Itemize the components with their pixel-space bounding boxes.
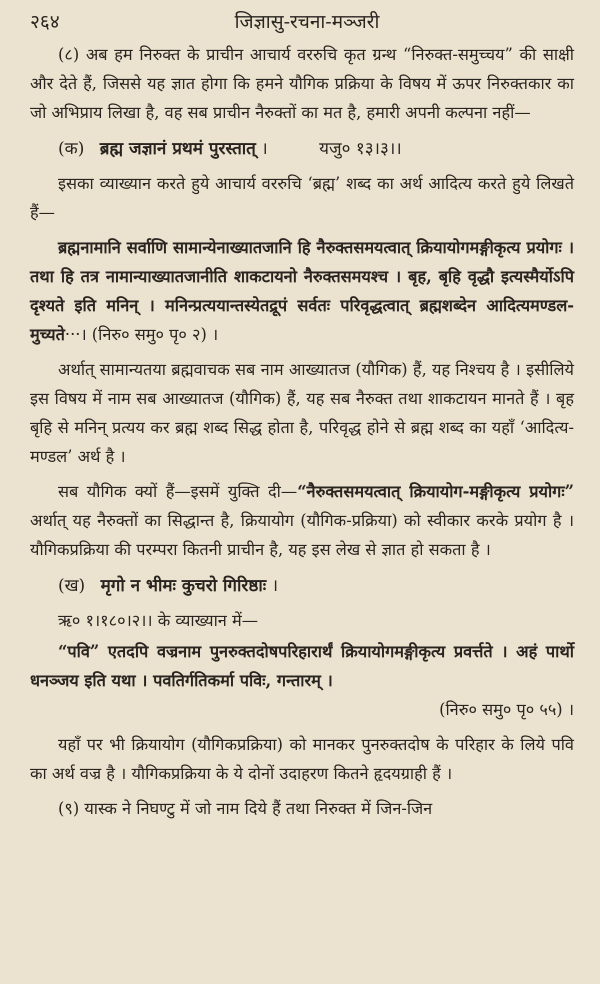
quote-kha-danda: । <box>271 576 279 596</box>
paragraph-8: (८) अब हम निरुक्त के प्राचीन आचार्य वररुचि कृत ग्रन्थ “निरुक्त-समुच्चय” की साक्षी और देते हैं, जिससे यह ज्ञात होगा कि हमने यौगिक प्रक्रिया के विषय में ऊपर निरुक्तकार का जो अभिप्राय लिखा है, वह सब प्राचीन नैरुक्तों का मत है, हमारी अपनी कल्पना नहीं— <box>30 45 574 122</box>
sanskrit-quote-kha: “पवि” एतदपि वज्रनाम पुनरुक्तदोषपरिहारार्थं क्रियायोगमङ्गीकृत्य प्रवर्त्तते । अहं पार्थो धनञ्जय इति यथा । पवतिर्गतिकर्मा पविः, गन्तारम् । <box>30 642 574 690</box>
quote-ka-danda: । <box>261 139 268 159</box>
quote-kha-label: (ख) <box>58 576 86 596</box>
running-title: जिज्ञासु-रचना-मञ्जरी <box>234 11 380 33</box>
quote-kha <box>58 570 574 602</box>
page-header <box>30 8 574 40</box>
quote-ka-label: (क) <box>58 139 85 159</box>
quote-ka <box>58 133 574 165</box>
page-number: २६४ <box>30 11 60 33</box>
quote-ka-reference: यजु० १३।३।। <box>319 139 402 159</box>
meaning-ka: अर्थात् सामान्यतया ब्रह्मवाचक सब नाम आख्यातज (यौगिक) हैं, यह निश्चय है । इसीलिये इस विषय में नाम सब आख्यातज (यौगिक) हैं, यह सब नैरुक्त तथा शाकटायन मानते हैं । बृह बृहि से मनिन् प्रत्यय कर ब्रह्म शब्द सिद्ध होता है, परिवृद्ध होने से ब्रह्म शब्द का यहाँ ‘आदित्य-मण्डल’ अर्थ है । <box>30 360 574 466</box>
intro-ka: इसका व्याख्यान करते हुये आचार्य वररुचि ‘ब्रह्म’ शब्द का अर्थ आदित्य करते हुये लिखते हैं— <box>30 174 574 222</box>
yaugika-quote: “नैरुक्तसमयत्वात् क्रियायोग-मङ्गीकृत्य प्रयोगः” <box>297 482 574 501</box>
paragraph-9: (९) यास्क ने निघण्टु में जो नाम दिये हैं तथा निरुक्त में जिन-जिन <box>58 799 433 818</box>
sanskrit-kha-reference: (निरु० समु० पृ० ५५) । <box>439 700 574 719</box>
sanskrit-ka-reference: ···। (निरु० समु० पृ० २) । <box>64 325 219 344</box>
quote-ka-mantra: ब्रह्म जज्ञानं प्रथमं पुरस्तात् <box>99 139 256 159</box>
intro-kha: ऋ० १।१८०।२।। के व्याख्यान में— <box>58 611 259 630</box>
yaugika-rest: अर्थात् यह नैरुक्तों का सिद्धान्त है, क्रियायोग (यौगिक-प्रक्रिया) को स्वीकार करके प्रयोग है । यौगिकप्रक्रिया की परम्परा कितनी प्राचीन है, यह इस लेख से ज्ञात हो सकता है । <box>30 511 574 559</box>
yaugika-paragraph <box>30 477 574 564</box>
meaning-kha: यहाँ पर भी क्रियायोग (यौगिकप्रक्रिया) को मानकर पुनरुक्तदोष के परिहार के लिये पवि का अर्थ वज्र है । यौगिकप्रक्रिया के ये दोनों उदाहरण कितने हृदयग्राही हैं । <box>30 735 574 783</box>
yaugika-lead: सब यौगिक क्यों हैं—इसमें युक्ति दी— <box>58 482 298 501</box>
sanskrit-quote-ka <box>30 233 574 349</box>
sanskrit-ka-text: ब्रह्मनामानि सर्वाणि सामान्येनाख्यातजानि हि नैरुक्तसमयत्वात् क्रियायोगमङ्गीकृत्य प्रयोगः । तथा हि तत्र नामान्याख्यातजानीति शाकटायनो नैरुक्तसमयश्च । बृह, बृहि वृद्धौ इत्यस्मैर्योऽपि दृश्यते इति मनिन् । मनिन्प्रत्ययान्तस्येतद्रूपं सर्वतः परिवृद्धत्वात् ब्रह्मशब्देन आदित्यमण्डल-मुच्यते <box>30 238 574 344</box>
quote-kha-mantra: मृगो न भीमः कुचरो गिरिष्ठाः <box>100 576 267 596</box>
